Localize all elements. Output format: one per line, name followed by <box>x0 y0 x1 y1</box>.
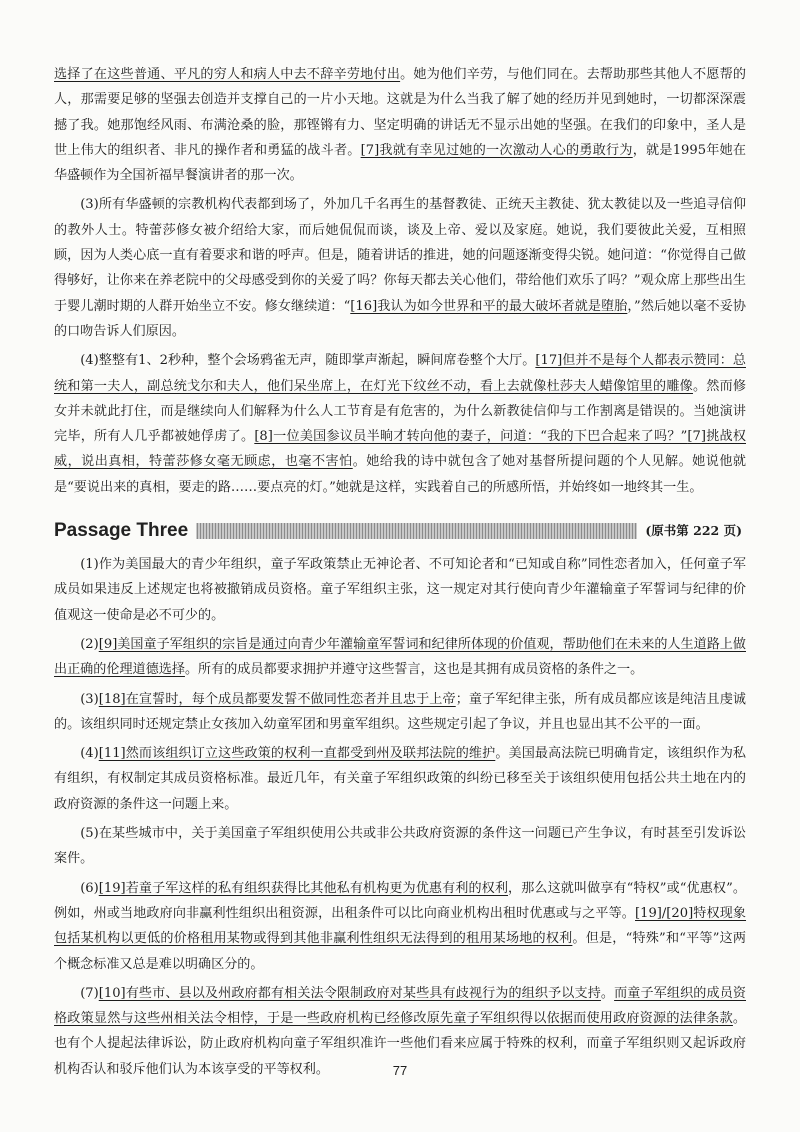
underlined-text: [11]然而该组织订立这些政策的权利一直都受到州及联邦法院的维护 <box>98 746 496 762</box>
passage-paragraph-3 <box>54 687 746 738</box>
underlined-text: [17]但并不是每个人都表示赞同：总统和第一夫人，副总统戈尔和夫人，他们呆坐席上，在灯光下纹丝不动，看上去就像杜莎夫人蜡像馆里的雕像 <box>54 353 746 394</box>
passage-paragraph-2 <box>54 632 746 683</box>
body-text: (3)所有华盛顿的宗教机构代表都到场了，外加几千名再生的基督教徒、正统天主教徒、犹太教徒以及一些追寻信仰的教外人士。特蕾莎修女被介绍给大家，而后她侃侃而谈，谈及上帝、爱以及家庭。她说，我们要彼此关爱，互相照顾，因为人类心底一直有着要求和谐的呼声。但是，随着讲话的推进，她的问题逐渐变得尖锐。她问道：“你觉得自己做得够好，让你来在养老院中的父母感受到你的关爱了吗？你每天都去关心他们，带给他们欢乐了吗？”观众席上那些出生于婴儿潮时期的人群开始坐立不安。修女继续道：“ <box>54 197 746 314</box>
body-text: 。但是，“特殊”和“平等”这两个概念标准又总是难以明确区分的。 <box>54 931 746 972</box>
body-text: ，”然后她以毫不妥协的口吻告诉人们原因。 <box>54 298 746 339</box>
body-text: ，那么这就叫做享有“特权”或“优惠权”。例如，州或当地政府向非赢利性组织出租资源，出租条件可以比向商业机构出租时优惠或与之平等。 <box>54 880 746 921</box>
body-text: ，就是1995年她在华盛顿作为全国祈福早餐演讲者的那一次。 <box>54 142 747 184</box>
body-text: 。她为他们辛劳，与他们同在。去帮助那些其他人不愿帮的人，那需要足够的坚强去创造并支撑自己的一片小天地。这就是为什么当我了解了她的经历并见到她时，一切都深深震撼了我。她那饱经风雨、布满沧桑的脸，那铿锵有力、坚定明确的讲话无不显示出她的坚强。在我们的印象中，圣人是世上伟大的组织者、非凡的操作者和勇猛的战斗者。 <box>54 67 746 158</box>
passage-paragraph-6 <box>54 876 746 977</box>
body-text: 。美国最高法院已明确肯定，该组织作为私有组织，有权制定其成员资格标准。最近几年，有关童子军组织政策的纠纷已移至关于该组织使用包括公共土地在内的政府资源的条件这一问题上来。 <box>54 746 746 812</box>
paragraph-continued <box>54 62 746 188</box>
passage-paragraph-4 <box>54 741 746 817</box>
passage-paragraph-5 <box>54 821 746 872</box>
body-text: 。所有的成员都要求拥护并遵守这些誓言，这也是其拥有成员资格的条件之一。 <box>184 662 644 678</box>
body-text: 。也有个人提起法律诉讼，防止政府机构向童子军组织准许一些他们看来应属于特殊的权利，而童子军组织则又起诉政府机构否认和驳斥他们认为本该享受的平等权利。 <box>54 1011 747 1077</box>
body-text: (2) <box>80 636 99 652</box>
underlined-text: [16]我认为如今世界和平的最大破坏者就是堕胎 <box>350 298 628 314</box>
underlined-text: [7]挑战权威，说出真相，特蕾莎修女毫无顾虑，也毫不害怕 <box>54 429 746 470</box>
page-number: 77 <box>392 1063 408 1078</box>
underlined-text: 而童子军组织的成员资格政策显然与这些州相关法令相悖 <box>54 985 746 1027</box>
underlined-text: ，于是一些政府机构已经修改原先童子军组织得以依据而使用政府资源的法律条款 <box>253 1011 733 1027</box>
underlined-text: [18]在宣誓时，每个成员都要发誓不做同性恋者并且忠于上帝 <box>98 691 456 707</box>
body-text: 。然而修女并未就此打住，而是继续向人们解释为什么人工节育是有危害的，为什么新教徒信仰与工作割离是错误的。当她演讲完毕，所有人几乎都被她俘虏了。 <box>54 378 746 445</box>
passage-page-reference: (原书第 222 页) <box>637 521 746 541</box>
underlined-text: [19]若童子军这样的私有组织获得比其他私有机构更为优惠有利的权利 <box>98 880 509 896</box>
body-text: (3) <box>80 691 99 707</box>
passage-paragraph-1 <box>54 552 746 628</box>
passage-header <box>54 516 746 546</box>
body-text: (7) <box>80 985 99 1001</box>
body-text: 。她给我的诗中就包含了她对基督所提问题的个人见解。她说他就是“要说出来的真相，要走的路……要点亮的灯。”她就是这样，实践着自己的所感所悟，并始终如一地终其一生。 <box>54 454 746 495</box>
underlined-text: [9]美国童子军组织的宗旨是通过向青少年灌输童军誓词和纪律所体现的价值观，帮助他们在未来的人生道路上做出正确的伦理道德选择 <box>54 636 746 678</box>
body-text: ；童子军纪律主张，所有成员都应该是纯洁且虔诚的。该组织同时还规定禁止女孩加入幼童军团和男童军组织。这些规定引起了争议，并且也显出其不公平的一面。 <box>54 691 746 732</box>
body-text: (6) <box>80 880 99 896</box>
body-text: 。 <box>600 985 615 1001</box>
paragraph-4 <box>54 348 746 500</box>
body-text: (5)在某些城市中，关于美国童子军组织使用公共或非公共政府资源的条件这一问题已产生争议，有时甚至引发诉讼案件。 <box>54 826 746 867</box>
underlined-text: [19]/[20]特权现象包括某机构以更低的价格租用某物或得到其他非赢利性组织无法得到的租用某场地的权利 <box>54 905 747 947</box>
body-text: (4)整整有1、2秒种，整个会场鸦雀无声，随即掌声渐起，瞬间席卷整个大厅。 <box>80 353 536 369</box>
underlined-text: [10]有些市、县以及州政府都有相关法令限制政府对某些具有歧视行为的组织予以支持 <box>98 985 601 1001</box>
body-text: (1)作为美国最大的青少年组织，童子军政策禁止无神论者、不可知论者和“已知或自称”同性恋者加入，任何童子军成员如果违反上述规定也将被撤销成员资格。童子军组织主张，这一规定对其行使向青少年灌输童子军誓词与纪律的价值观这一使命是必不可少的。 <box>54 557 746 623</box>
underlined-text: [7]我就有幸见过她的一次激动人心的勇敢行为 <box>360 142 633 158</box>
underlined-text: 选择了在这些普通、平凡的穷人和病人中去不辞辛劳地付出 <box>54 67 401 82</box>
body-text: (4) <box>80 746 99 762</box>
passage-title: Passage Three <box>54 516 196 546</box>
paragraph-3 <box>54 192 746 344</box>
underlined-text: [8]一位美国参议员半晌才转向他的妻子，问道：“我的下巴合起来了吗？” <box>254 429 688 445</box>
